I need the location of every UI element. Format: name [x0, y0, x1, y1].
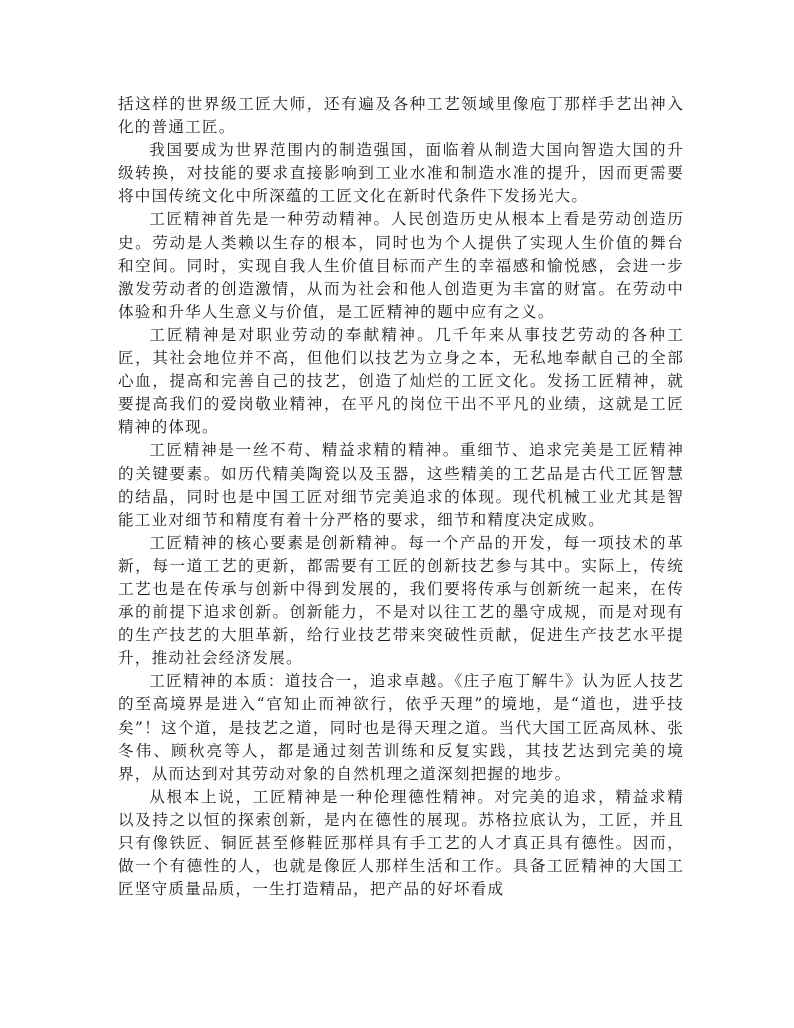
- paragraph-3: 工匠精神首先是一种劳动精神。人民创造历史从根本上看是劳动创造历史。劳动是人类赖以生存的根本，同时也为个人提供了实现人生价值的舞台和空间。同时，实现自我人生价值目标而产生的幸福感和愉悦感，会进一步激发劳动者的创造激情，从而为社会和他人创造更为丰富的财富。在劳动中体验和升华人生意义与价值，是工匠精神的题中应有之义。: [118, 210, 684, 321]
- paragraph-7: 工匠精神的本质：道技合一，追求卓越。《庄子庖丁解牛》认为匠人技艺的至高境界是进入“官知止而神欲行，依乎天理”的境地，是“道也，进乎技矣”！这个道，是技艺之道，同时也是得天理之道。当代大国工匠高凤林、张冬伟、顾秋亮等人，都是通过刻苦训练和反复实践，其技艺达到完美的境界，从而达到对其劳动对象的自然机理之道深刻把握的地步。: [118, 672, 684, 783]
- paragraph-5: 工匠精神是一丝不苟、精益求精的精神。重细节、追求完美是工匠精神的关键要素。如历代精美陶瓷以及玉器，这些精美的工艺品是古代工匠智慧的结晶，同时也是中国工匠对细节完美追求的体现。现代机械工业尤其是智能工业对细节和精度有着十分严格的要求，细节和精度决定成败。: [118, 441, 684, 529]
- document-page: [118, 93, 684, 901]
- paragraph-4: 工匠精神是对职业劳动的奉献精神。几千年来从事技艺劳动的各种工匠，其社会地位并不高，但他们以技艺为立身之本，无私地奉献自己的全部心血，提高和完善自己的技艺，创造了灿烂的工匠文化。发扬工匠精神，就要提高我们的爱岗敬业精神，在平凡的岗位干出不平凡的业绩，这就是工匠精神的体现。: [118, 325, 684, 437]
- paragraph-2: 我国要成为世界范围内的制造强国，面临着从制造大国向智造大国的升级转换，对技能的要求直接影响到工业水准和制造水准的提升，因而更需要将中国传统文化中所深蕴的工匠文化在新时代条件下发扬光大。: [118, 141, 684, 206]
- paragraph-1: 括这样的世界级工匠大师，还有遍及各种工艺领域里像庖丁那样手艺出神入化的普通工匠。: [118, 95, 684, 137]
- paragraph-8: 从根本上说，工匠精神是一种伦理德性精神。对完美的追求，精益求精以及持之以恒的探索创新，是内在德性的展现。苏格拉底认为，工匠，并且只有像铁匠、铜匠甚至修鞋匠那样具有手工艺的人才真正具有德性。因而，做一个有德性的人，也就是像匠人那样生活和工作。具备工匠精神的大国工匠坚守质量品质，一生打造精品，把产品的好坏看成: [118, 787, 684, 899]
- paragraph-6: 工匠精神的核心要素是创新精神。每一个产品的开发，每一项技术的革新，每一道工艺的更新，都需要有工匠的创新技艺参与其中。实际上，传统工艺也是在传承与创新中得到发展的，我们要将传承与创新统一起来，在传承的前提下追求创新。创新能力，不是对以往工艺的墨守成规，而是对现有的生产技艺的大胆革新，给行业技艺带来突破性贡献，促进生产技艺水平提升，推动社会经济发展。: [118, 533, 684, 668]
